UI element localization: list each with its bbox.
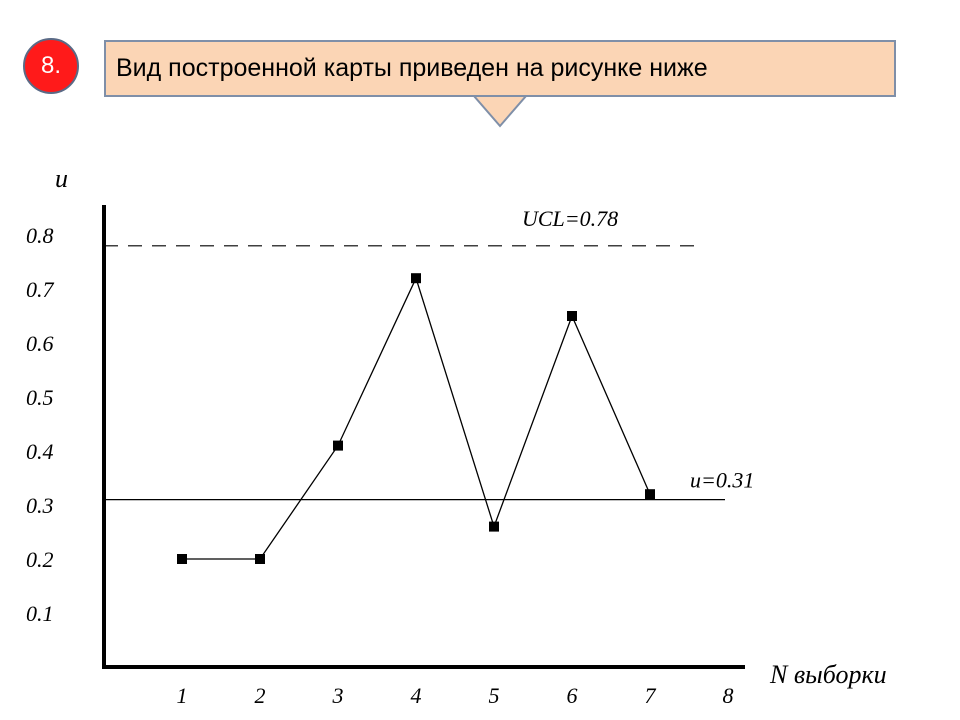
y-tick-labels (26, 223, 55, 626)
data-point-marker (255, 554, 265, 564)
data-point-marker (489, 522, 499, 532)
x-axis-label: N выборки (770, 660, 887, 689)
x-tick-label: 3 (332, 683, 344, 708)
y-axis-label: u (55, 164, 68, 193)
x-tick-label: 5 (488, 683, 500, 708)
data-point-marker (333, 441, 343, 451)
callout-text: Вид построенной карты приведен на рисунке ниже (116, 54, 708, 82)
y-tick-label: 0.4 (26, 439, 54, 464)
reference-line-label: u=0.31 (690, 467, 755, 493)
y-tick-label: 0.8 (26, 223, 54, 248)
data-point-marker (567, 311, 577, 321)
series-group (177, 273, 655, 564)
y-tick-label: 0.6 (26, 331, 54, 356)
x-tick-label: 2 (254, 683, 266, 708)
y-tick-label: 0.1 (26, 601, 54, 626)
y-tick-label: 0.5 (26, 385, 54, 410)
y-tick-label: 0.7 (26, 277, 54, 302)
x-tick-label: 4 (410, 683, 422, 708)
chart-axes (102, 205, 745, 667)
series-line (182, 278, 650, 559)
x-tick-label: 8 (722, 683, 734, 708)
reference-lines (104, 206, 754, 500)
y-tick-label: 0.3 (26, 493, 54, 518)
data-point-marker (177, 554, 187, 564)
x-tick-label: 7 (644, 683, 656, 708)
data-point-marker (411, 273, 421, 283)
y-tick-label: 0.2 (26, 547, 54, 572)
x-tick-label: 1 (176, 683, 188, 708)
x-tick-labels (177, 683, 734, 708)
data-point-marker (645, 489, 655, 499)
reference-line-label: UCL=0.78 (522, 205, 619, 231)
x-tick-label: 6 (566, 683, 578, 708)
slide-number: 8. (40, 52, 61, 79)
